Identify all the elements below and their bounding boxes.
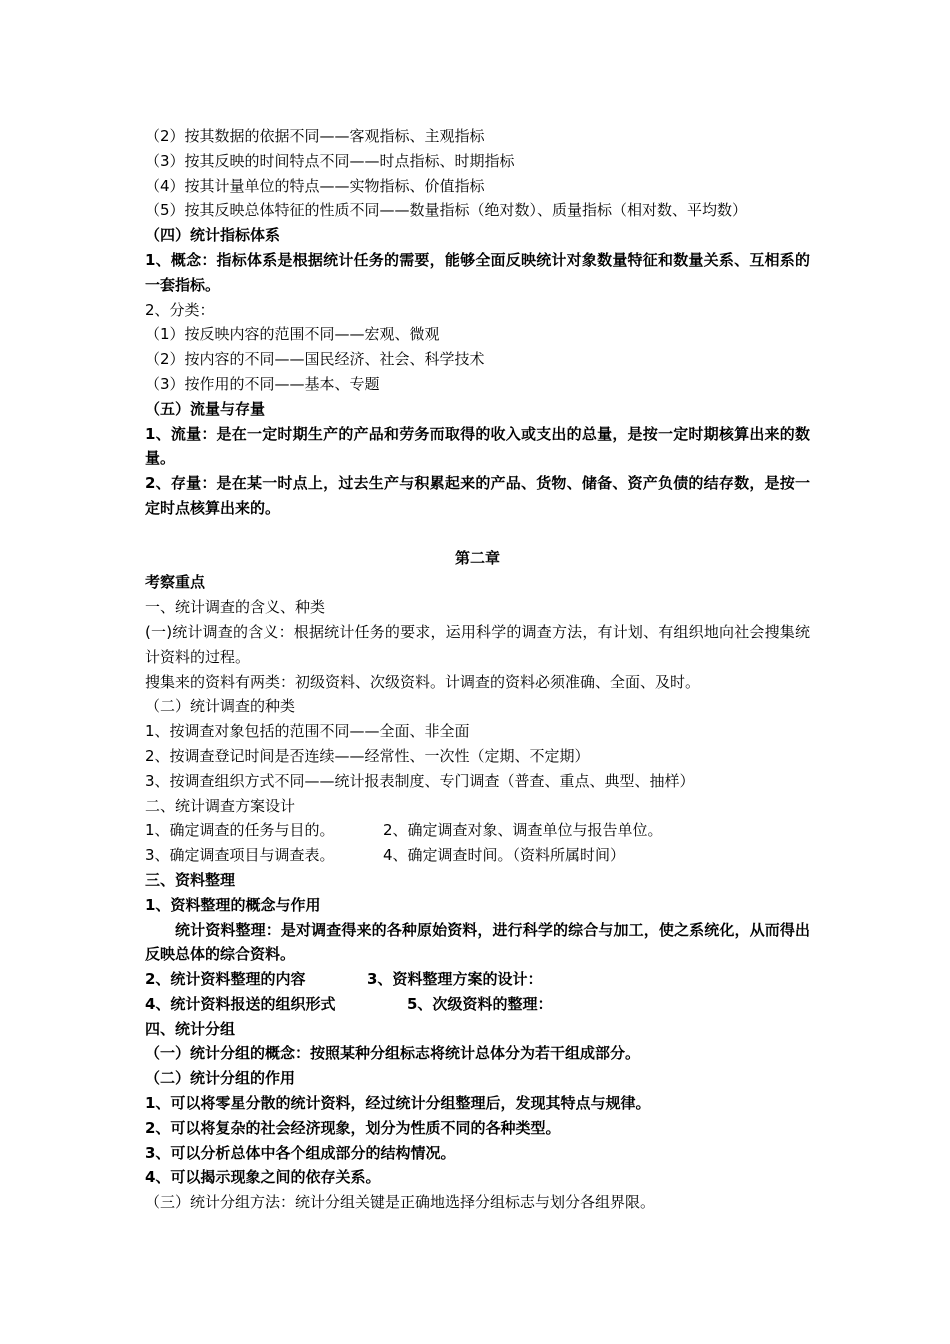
text-line: （4）按其计量单位的特点——实物指标、价值指标 (145, 176, 485, 195)
text-line: （三）统计分组方法：统计分组关键是正确地选择分组标志与划分各组界限。 (145, 1193, 656, 1212)
text-line-pair (145, 992, 810, 1017)
text-line: 3、按调查组织方式不同——统计报表制度、专门调查（普查、重点、典型、抽样） (145, 771, 695, 790)
bold-paragraph: 统计资料整理：是对调查得来的各种原始资料，进行科学的综合与加工，使之系统化，从而得出反映总体的综合资料。 (145, 920, 810, 964)
pair-right: 4、确定调查时间。（资料所属时间） (383, 846, 626, 865)
text-line-pair (145, 843, 810, 868)
text-line: 1、可以将零星分散的统计资料，经过统计分组整理后，发现其特点与规律。 (145, 1094, 651, 1113)
section-heading: （五）流量与存量 (145, 399, 266, 418)
text-line: 一、统计调查的含义、种类 (145, 598, 326, 617)
text-line: 2、按调查登记时间是否连续——经常性、一次性（定期、不定期） (145, 746, 590, 765)
text-line: 搜集来的资料有两类：初级资料、次级资料。计调查的资料必须准确、全面、及时。 (145, 672, 701, 691)
section-heading: 1、资料整理的概念与作用 (145, 895, 321, 914)
section-heading: （二）统计分组的作用 (145, 1069, 296, 1088)
text-line: （2）按内容的不同——国民经济、社会、科学技术 (145, 350, 485, 369)
text-line: 1、按调查对象包括的范围不同——全面、非全面 (145, 722, 470, 741)
text-line-pair (145, 967, 810, 992)
pair-right: 3、资料整理方案的设计： (367, 970, 543, 989)
chapter-title: 第二章 (454, 548, 500, 567)
bold-paragraph: 1、概念：指标体系是根据统计任务的需要，能够全面反映统计对象数量特征和数量关系、互相系的一套指标。 (145, 250, 810, 294)
text-line: （2）按其数据的依据不同——客观指标、主观指标 (145, 127, 485, 145)
bold-paragraph: 2、存量：是在某一时点上，过去生产与积累起来的产品、货物、储备、资产负债的结存数，是按一定时点核算出来的。 (145, 474, 810, 517)
text-line: （一）统计分组的概念：按照某种分组标志将统计总体分为若干组成部分。 (145, 1044, 641, 1063)
section-heading: 考察重点 (145, 573, 206, 592)
text-line: 3、可以分析总体中各个组成部分的结构情况。 (145, 1143, 456, 1162)
text-line: （3）按作用的不同——基本、专题 (145, 374, 380, 393)
text-line: 2、分类： (145, 300, 215, 319)
pair-left: 4、统计资料报送的组织形式 (145, 994, 336, 1013)
paragraph: (一)统计调查的含义：根据统计任务的要求，运用科学的调查方法，有计划、有组织地向社会搜集统计资料的过程。 (145, 622, 810, 666)
text-line: （1）按反映内容的范围不同——宏观、微观 (145, 325, 440, 344)
text-line-pair (145, 818, 810, 843)
pair-right: 2、确定调查对象、调查单位与报告单位。 (383, 821, 663, 840)
pair-right: 5、次级资料的整理： (407, 994, 553, 1013)
text-line: 二、统计调查方案设计 (145, 796, 296, 815)
section-heading: 三、资料整理 (145, 870, 236, 889)
section-heading: 四、统计分组 (145, 1019, 236, 1038)
text-line: 2、可以将复杂的社会经济现象，划分为性质不同的各种类型。 (145, 1118, 561, 1137)
pair-left: 3、确定调查项目与调查表。 (145, 846, 335, 865)
document-body (145, 124, 810, 1215)
text-line: （3）按其反映的时间特点不同——时点指标、时期指标 (145, 151, 515, 170)
bold-paragraph: 1、流量：是在一定时期生产的产品和劳务而取得的收入或支出的总量，是按一定时期核算出来的数量。 (145, 424, 810, 468)
blank-line (145, 521, 810, 546)
text-line: 4、可以揭示现象之间的依存关系。 (145, 1168, 381, 1187)
section-heading: （四）统计指标体系 (145, 226, 281, 245)
pair-left: 2、统计资料整理的内容 (145, 970, 306, 989)
text-line: （二）统计调查的种类 (145, 697, 296, 716)
text-line: （5）按其反映总体特征的性质不同——数量指标（绝对数）、质量指标（相对数、平均数） (145, 201, 748, 220)
pair-left: 1、确定调查的任务与目的。 (145, 821, 335, 840)
